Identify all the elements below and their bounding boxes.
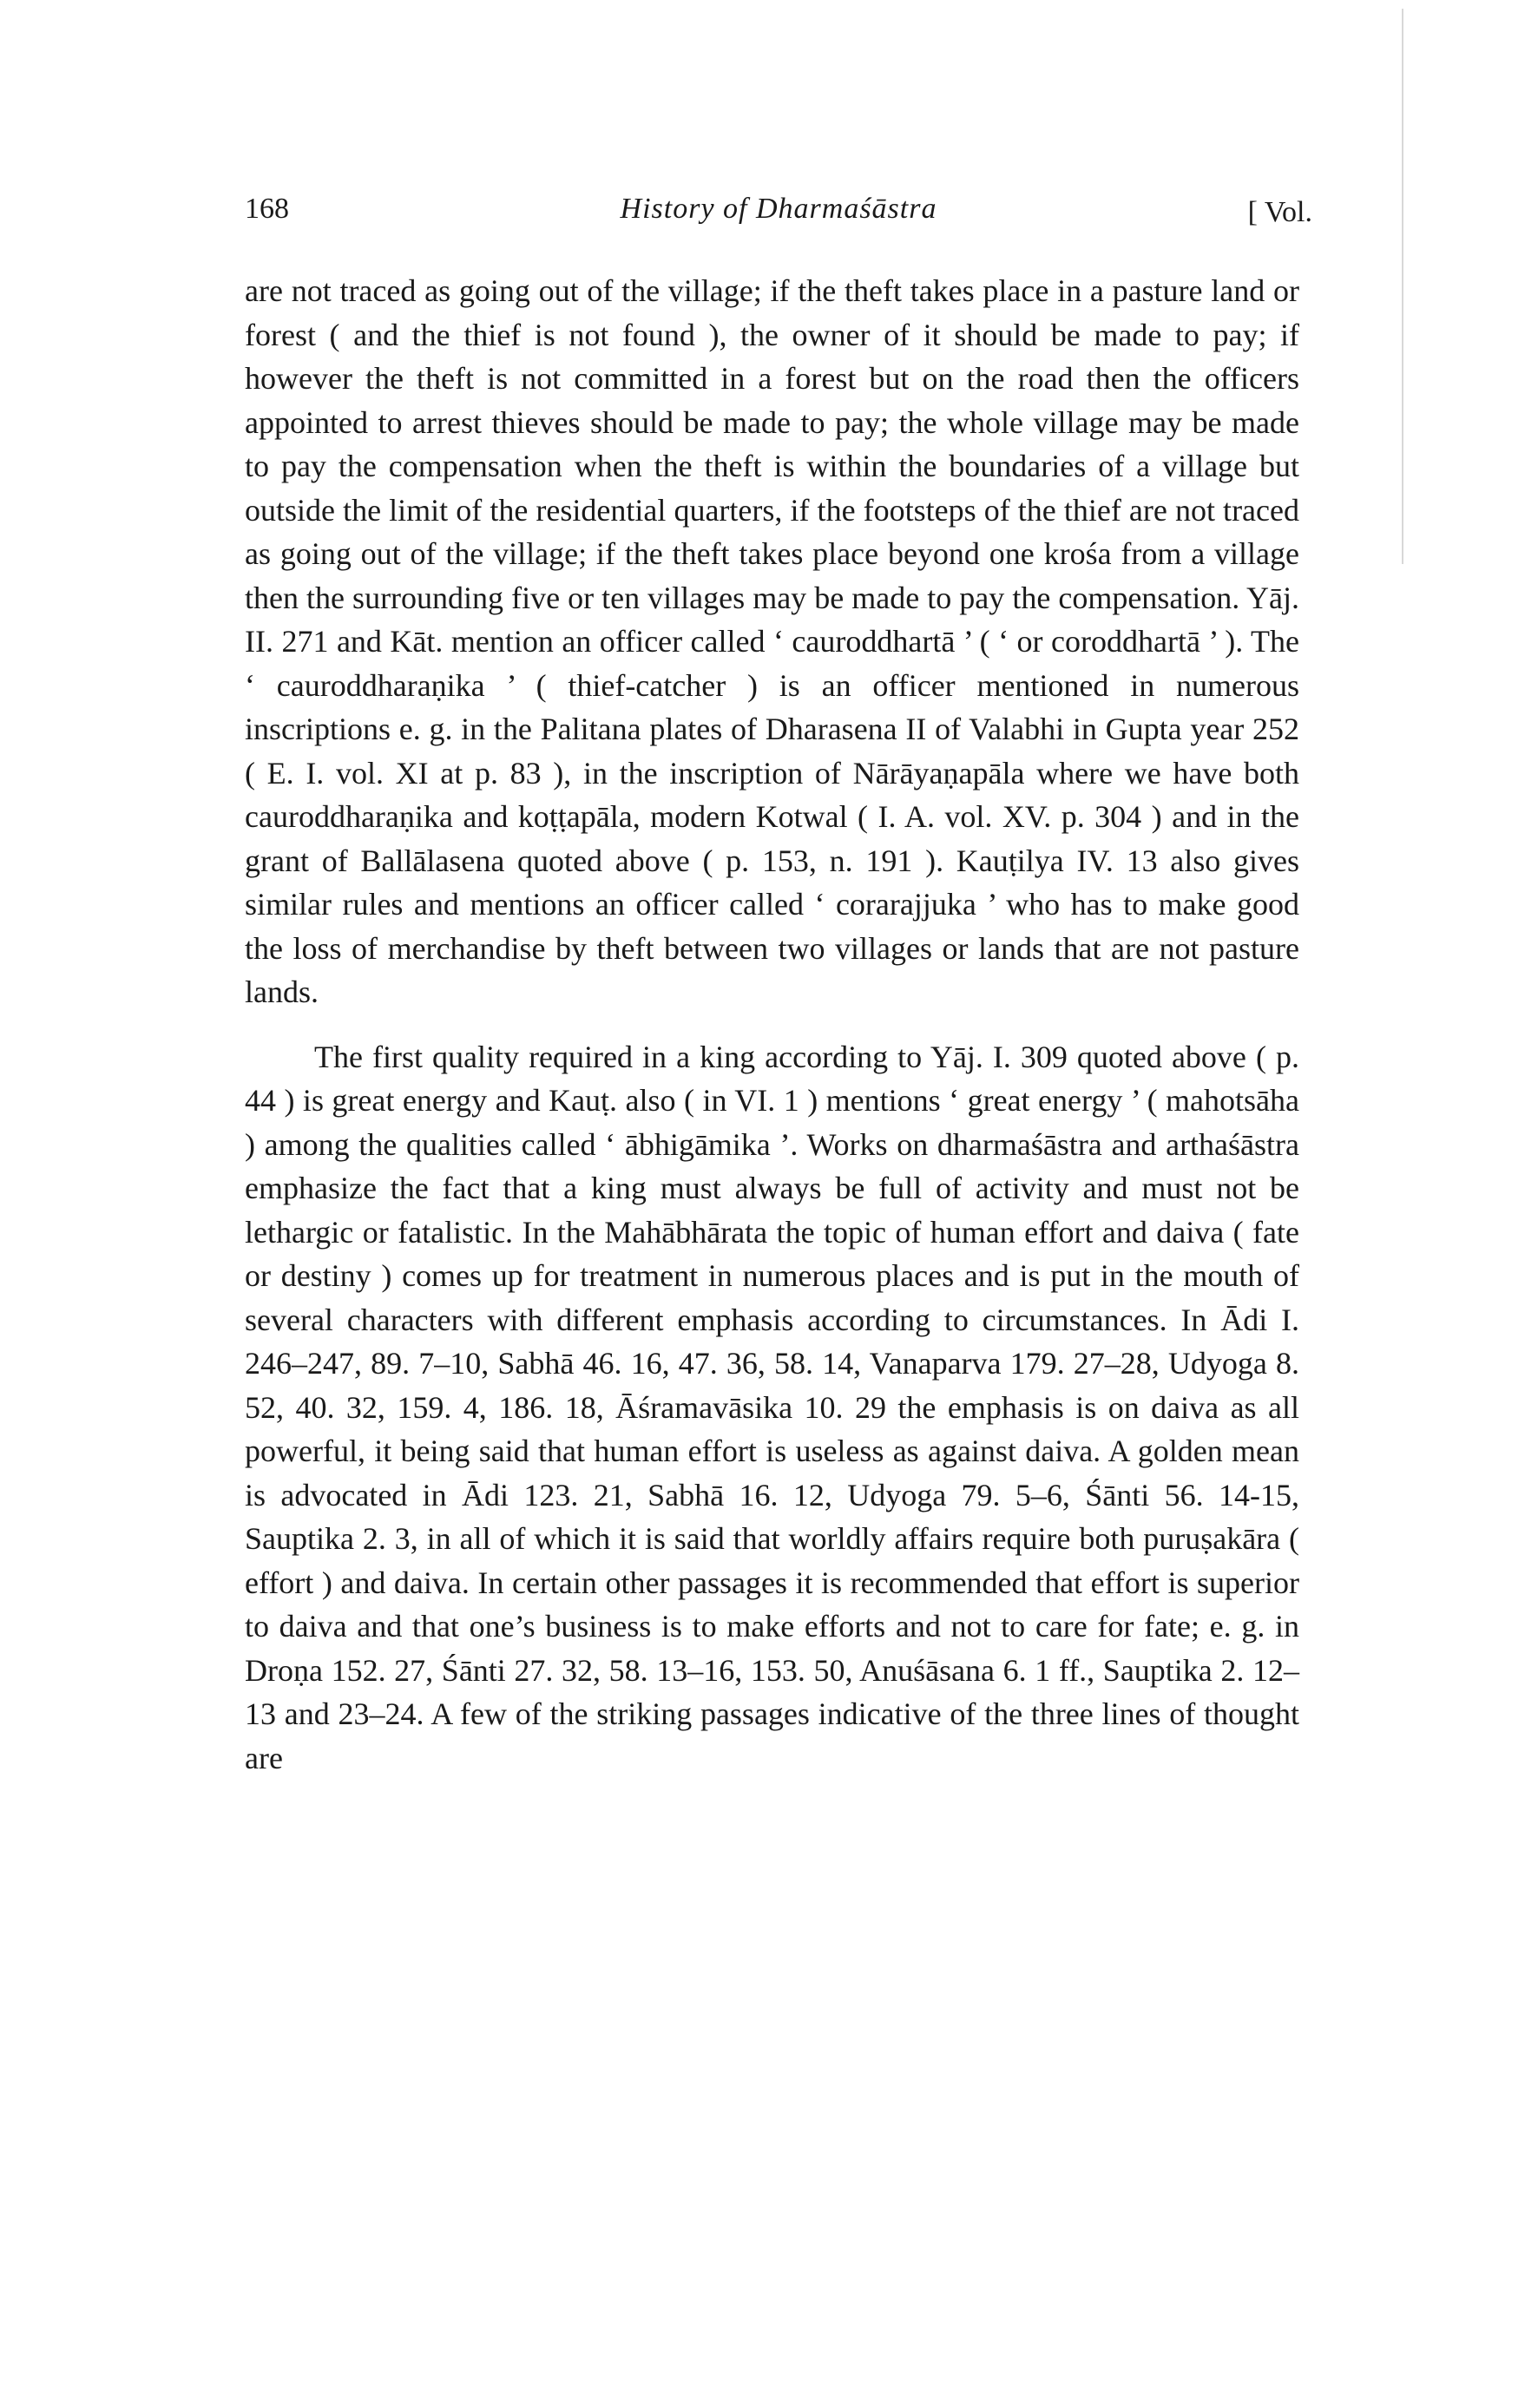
paragraph-theft-compensation: are not traced as going out of the village; if the theft takes place in a pasture land or forest ( and the thief is not found ), the owner of it should be made to pay; if however the theft is not committed in a forest but on the road then the officers appointed to arrest thieves should be made to pay; the whole village may be made to pay the compensation when the theft is within the boundaries of a village but outside the limit of the residential quarters, if the footsteps of the thief are not traced as going out of the village; if the theft takes place beyond one krośa from a village then the surrounding five or ten villages may be made to pay the compensation. Yāj. II. 271 and Kāt. mention an officer called ‘ cauroddhartā ’ ( ‘ or coroddhartā ’ ). The ‘ cauroddharaṇika ’ ( thief-catcher ) is an officer mentioned in numerous inscriptions e. g. in the Palitana plates of Dharasena II of Valabhi in Gupta year 252 ( E. I. vol. XI at p. 83 ), in the inscription of Nārāyaṇapāla where we have both cauroddharaṇika and koṭṭapāla, modern Kotwal ( I. A. vol. XV. p. 304 ) and in the grant of Ballālasena quoted above ( p. 153, n. 191 ). Kauṭilya IV. 13 also gives similar rules and mentions an officer called ‘ corarajjuka ’ who has to make good the loss of merchandise by theft between two villages or lands that are not pasture lands. [245, 273, 1299, 1009]
scan-edge-line [1402, 9, 1403, 564]
paragraph-king-energy: The first quality required in a king according to Yāj. I. 309 quoted above ( p. 44 ) is great energy and Kauṭ. also ( in VI. 1 ) mentions ‘ great energy ’ ( mahotsāha ) among the qualities called ‘ ābhigāmika ’. Works on dharmaśāstra and arthaśāstra emphasize the fact that a king must always be full of activity and must not be lethargic or fatalistic. In the Mahābhārata the topic of human effort and daiva ( fate or destiny ) comes up for treatment in numerous places and is put in the mouth of several characters with different emphasis according to circumstances. In Ādi I. 246–247, 89. 7–10, Sabhā 46. 16, 47. 36, 58. 14, Vanaparva 179. 27–28, Udyoga 8. 52, 40. 32, 159. 4, 186. 18, Āśramavāsika 10. 29 the emphasis is on daiva as all powerful, it being said that human effort is useless as against daiva. A golden mean is advocated in Ādi 123. 21, Sabhā 16. 12, Udyoga 79. 5–6, Śānti 56. 14-15, Sauptika 2. 3, in all of which it is said that worldly affairs require both puruṣakāra ( effort ) and daiva. In certain other passages it is recommended that effort is superior to daiva and that one’s business is to make efforts and not to care for fate; e. g. in Droṇa 152. 27, Śānti 27. 32, 58. 13–16, 153. 50, Anuśāsana 6. 1 ff., Sauptika 2. 12–13 and 23–24. A few of the striking passages indicative of the three lines of thought are [245, 1039, 1299, 1775]
volume-mark: [ Vol. [1247, 196, 1312, 228]
page-header [245, 193, 1312, 245]
page-number: 168 [245, 193, 289, 225]
body-text [245, 269, 1299, 1780]
running-title: History of Dharmaśāstra [620, 193, 937, 225]
